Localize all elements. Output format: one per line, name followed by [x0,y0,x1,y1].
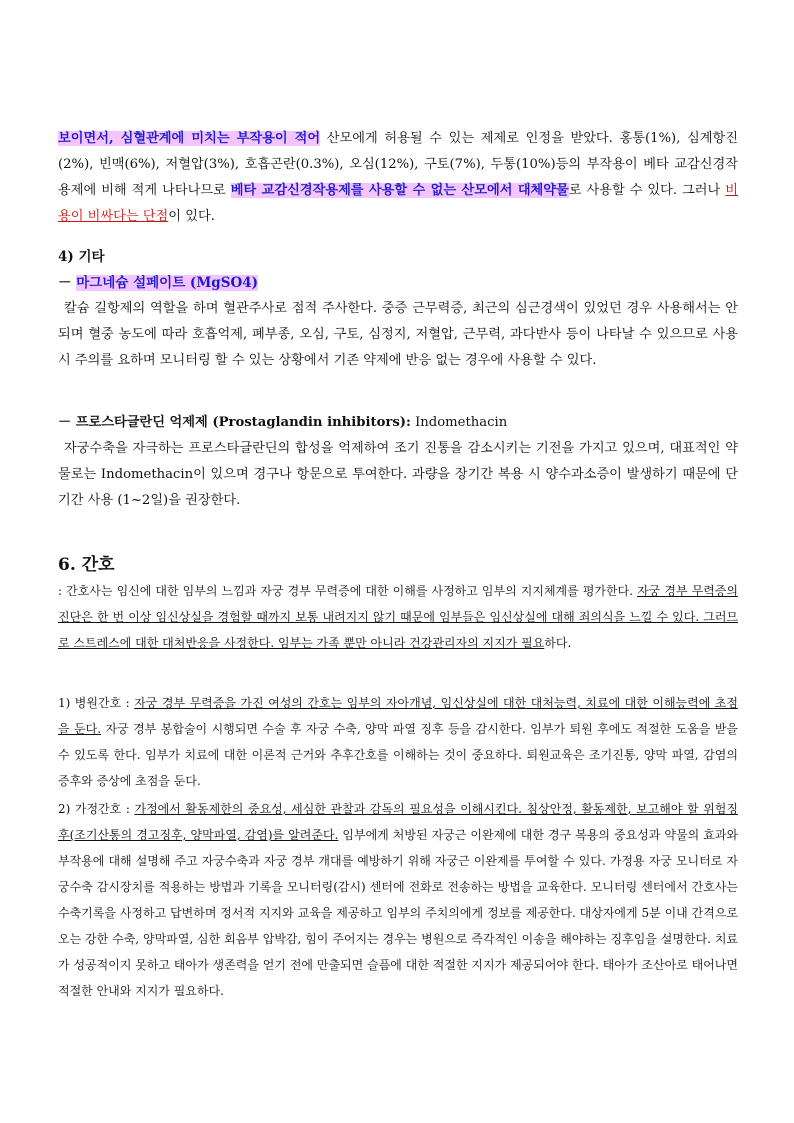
section-prostaglandin [58,410,738,514]
section-nursing [58,552,738,656]
highlight-alternative-drug: 베타 교감신경작용제를 사용할 수 없는 산모에서 대체약물 [230,183,569,198]
prostaglandin-drug: Indomethacin [410,415,508,430]
nursing-intro [58,578,738,656]
prostaglandin-text: 자궁수축을 자극하는 프로스타글란딘의 합성을 억제하여 조기 진통을 감소시키는 기전을 가지고 있으며, 대표적인 약물로는 Indomethacin이 있으며 경구나 항문으로 투여한다. 과량을 장기간 복용 시 양수과소증이 발생하기 때문에 단기간 사용 (1~2일)을 권장한다. [58,441,738,508]
section-heading: 4) 기타 [58,249,105,265]
paragraph-drug-effects [58,126,738,230]
magnesium-title: 마그네슘 설페이트 (MgSO4) [76,275,258,291]
text-run: 로 사용할 수 있다. 그러나 [568,183,726,198]
magnesium-text: 칼슘 길항제의 역할을 하며 혈관주사로 점적 주사한다. 중증 근무력증, 최근의 심근경색이 있었던 경우 사용해서는 안되며 혈중 농도에 따라 호흡억제, 폐부종, 오심, 구토, 심정지, 저혈압, 근무력, 과다반사 등이 나타날 수 있으므로 사용 시 주의를 요하며 모니터링 할 수 있는 상황에서 기존 약제에 반응 없는 경우에 사용할 수 있다. [58,301,738,368]
subheading-magnesium: － 마그네슘 설페이트 (MgSO4) [58,275,258,291]
text-run: : 간호사는 임신에 대한 임부의 느낌과 자궁 경부 무력증에 대한 이해를 사정하고 임부의 지지체계를 평가한다. [58,584,638,598]
text-run: 하다. [544,636,572,650]
underlined-text: 자궁 경부 무력증의 진단은 한 번 이상 임신상실을 경험할 때까지 보통 내려지지 않기 때문에 임부들은 임신상실에 대해 죄의식을 느낄 수 있다. 그러므로 스트레스에 대한 대처반응을 사정한다. 임부는 가족 뿐만 아니라 건강관리자의 지지가 필요 [58,584,738,650]
underlined-text: 자궁 경부 무력증을 가진 여성의 간호는 임부의 자아개념, 임신상실에 대한 대처능력, 치료에 대한 이해능력에 초점을 둔다. [58,696,738,736]
section-home-nursing [58,796,738,1004]
section-hospital-nursing [58,690,738,794]
highlight-cardio-effects: 보이면서, 심혈관계에 미치는 부작용이 적어 [58,131,321,146]
item-label: 1) 병원간호 : [58,696,135,710]
text-run: 산모에게 허용될 수 있는 제제로 인정을 받았다. 홍통(1%), 심계항진(2%), 빈맥(6%), 저혈압(3%), 호흡곤란(0.3%), 오심(12%), 구토(7%), 두통(10%)등의 부작용이 베타 교감신경작용제에 비해 적게 나타나므로 [58,131,738,198]
section-heading-nursing: 6. 간호 [58,555,115,575]
section-others [58,244,738,374]
highlight-cost-disadvantage: 비용이 비싸다는 단점 [58,183,738,224]
subheading-prostaglandin: － 프로스타글란딘 억제제 (Prostaglandin inhibitors): Indomethacin [58,415,508,430]
text-run: 임부에게 처방된 자궁근 이완제에 대한 경구 복용의 중요성과 약물의 효과와 부작용에 대해 설명해 주고 자궁수축과 자궁 경부 개대를 예방하기 위해 자궁근 이완제를 투여할 수 있다. 가정용 자궁 모니터로 자궁수축 감시장치를 적용하는 방법과 기록을 모니터링(감시) 센터에 전화로 전송하는 방법을 교육한다. 모니터링 센터에서 간호사는 수축기록을 사정하고 답변하며 정서적 지지와 교육을 제공하고 임부의 주치의에게 정보를 제공한다. 대상자에게 5분 이내 간격으로 오는 강한 수축, 양막파열, 심한 회음부 압박감, 힘이 주어지는 경우는 병원으로 즉각적인 이송을 해야하는 징후임을 설명한다. 치료가 성공적이지 못하고 태아가 생존력을 얻기 전에 만출되면 슬픔에 대한 적절한 지지가 제공되어야 한다. 태아가 조산아로 태어나면 적절한 안내와 지지가 필요하다. [58,828,739,998]
text-run: 이 있다. [168,209,215,224]
item-label: 2) 가정간호 : [58,802,135,816]
drug-effects-text [58,126,738,230]
home-nursing-text [58,796,738,1004]
prostaglandin-title: 프로스타글란딘 억제제 (Prostaglandin inhibitors): [75,415,411,430]
text-run: 자궁 경부 봉합술이 시행되면 수술 후 자궁 수축, 양막 파열 징후 등을 감시한다. 임부가 퇴원 후에도 적절한 도움을 받을 수 있도록 한다. 임부가 치료에 대한 이론적 근거와 추후간호를 이해하는 것이 중요하다. 퇴원교육은 조기진통, 양막 파열, 감염의 증후와 증상에 초점을 둔다. [58,722,739,788]
underlined-text: 가정에서 활동제한의 중요성, 세심한 관찰과 감독의 필요성을 이해시킨다. 침상안정, 활동제한, 보고해야 할 위험징후(조기산통의 경고징후, 양막파열, 감염)를 알려준다. [58,802,738,842]
hospital-nursing-text [58,690,738,794]
